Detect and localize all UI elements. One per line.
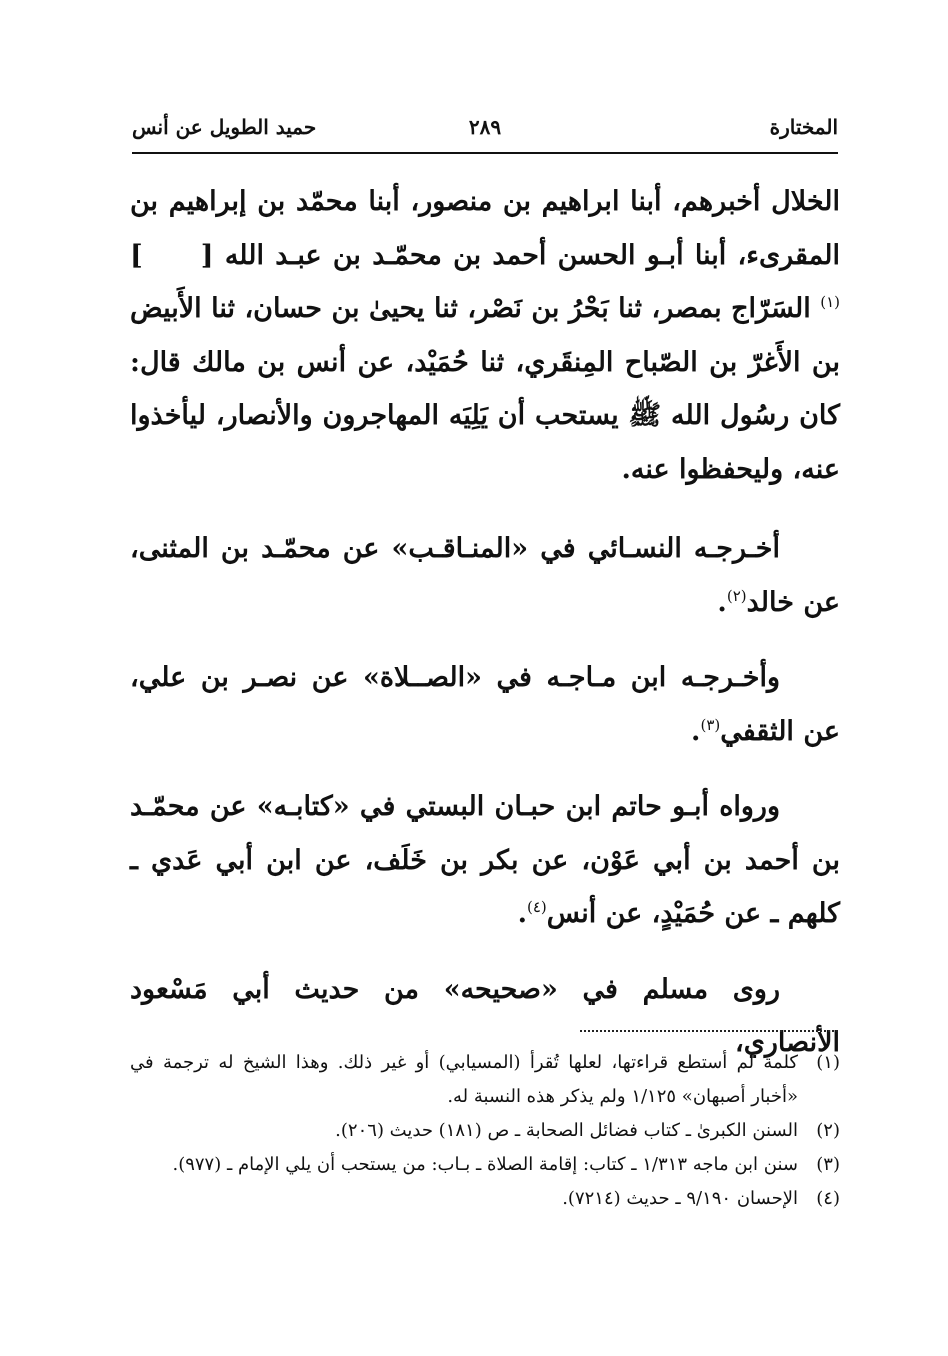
page-number: ٢٨٩ [468,115,502,139]
footnote-separator [580,1030,838,1032]
footnote-2 [130,1114,840,1148]
takhrij-nasai [130,522,840,629]
footnote-text: كلمة لم أستطع قراءتها، لعلها تُقرأ (المسيابي) أو غير ذلك. وهذا الشيخ له ترجمة في «أخبار أصبهان» ١/١٢٥ ولم يذكر هذه النسبة له. [130,1052,798,1107]
isnad-text-a: الخلال أخبرهم، أبنا ابراهيم بن منصور، أبنا محمّد بن إبراهيم بن المقرىء، أبنا أبـو الحسن أحمد بن محمّـد بن عبـد الله [ [130,186,840,271]
takhrij-ibn-hibban [130,780,840,941]
footnote-number: (٤) [816,1188,840,1209]
takhrij-nasai-text: أخـرجـه النسـائي في «المنـاقـب» عن محمّـد بن المثنى، عن خالد [130,533,840,618]
takhrij-ibn-hibban-text: ورواه أبـو حاتم ابن حبـان البستي في «كتابـه» عن محمّـد بن أحمد بن أبي عَوْن، عن بكر بن خَلَف، عن ابن أبي عَدي ـ كلهم ـ عن حُمَيْدٍ، عن أنس [130,791,840,929]
footnote-number: (١) [816,1052,840,1073]
footnote-1 [130,1046,840,1114]
footnote-ref-2[interactable]: (٢) [726,586,747,605]
footnote-text: سنن ابن ماجه ١/٣١٣ ـ كتاب: إقامة الصلاة ـ بـاب: من يستحب أن يلي الإمام ـ (٩٧٧). [172,1154,798,1175]
isnad-text-c: السَرّاج بمصر، ثنا بَحْرُ بن نَصْر، ثنا يحيىٰ بن حسان، ثنا الأَبيض بن الأَغرّ بن الصّباح المِنقَري، ثنا حُمَيْد، عن أنس بن مالك قال: كان رسُول الله ﷺ يستحب أن يَلِيَه المهاجرون والأنصار، ليأخذوا عنه، وليحفظوا عنه. [130,293,840,485]
footnote-text: الإحسان ٩/١٩٠ ـ حديث (٧٢١٤). [562,1188,798,1209]
takhrij-ibn-hibban-end: . [517,898,527,929]
muslim-text: روى مسلم في «صحيحه» من حديث أبي مَسْعود الأنصاري، [130,973,840,1058]
footnotes [130,1046,840,1216]
footnote-text: السنن الكبرىٰ ـ كتاب فضائل الصحابة ـ ص (١٨١) حديث (٢٠٦). [335,1120,798,1141]
footnote-ref-1[interactable]: (١) [820,293,841,311]
chapter-title: حميد الطويل عن أنس [132,115,317,139]
footnote-number: (٢) [816,1120,840,1141]
isnad-bracket-close: ] [130,239,143,271]
takhrij-ibn-majah [130,651,840,758]
footnote-number: (٣) [816,1154,840,1175]
book-title: المختارة [769,115,838,139]
main-text [130,175,840,1070]
footnote-ref-3[interactable]: (٣) [700,715,721,734]
running-header [132,112,838,154]
takhrij-nasai-end: . [717,586,727,618]
footnote-4 [130,1182,840,1216]
footnote-3 [130,1148,840,1182]
footnote-ref-4[interactable]: (٤) [527,898,547,916]
hadith-paragraph [130,175,840,496]
takhrij-ibn-majah-text: وأخـرجـه ابن مـاجـه في «الصــلاة» عن نصـر بن علي، عن الثقفي [130,662,840,747]
takhrij-ibn-majah-end: . [691,715,701,747]
